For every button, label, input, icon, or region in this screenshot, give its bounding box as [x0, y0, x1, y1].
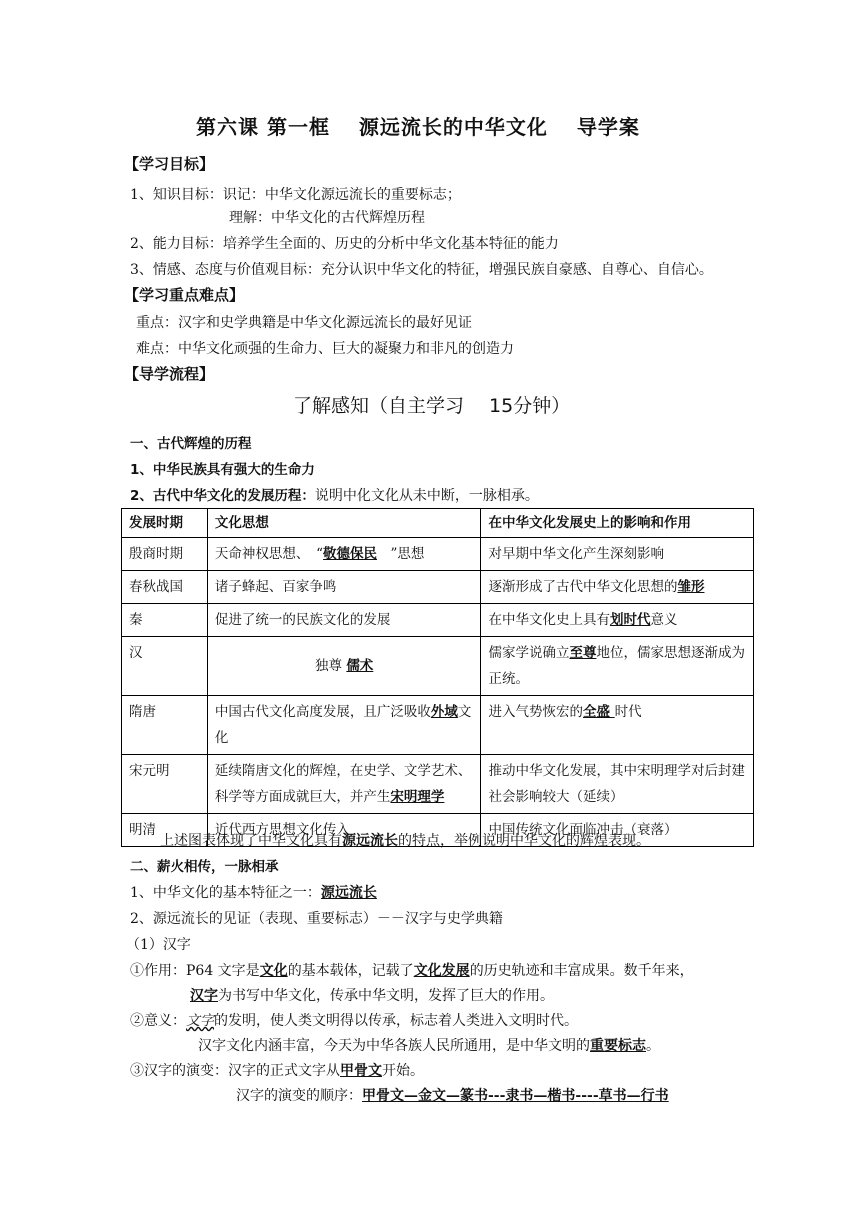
- table-row: [122, 755, 754, 814]
- part2-heading: 二、薪火相传，一脉相承: [130, 859, 279, 875]
- cell-thought: 近代西方思想文化传入: [207, 814, 481, 847]
- hanzi-meaning-cont: 汉字文化内涵丰富，今天为中华各族人民所通用，是中华文明的重要标志。: [198, 1038, 660, 1054]
- self-study-title: 了解感知（自主学习 15分钟）: [293, 395, 571, 417]
- cell-impact: 中国传统文化面临冲击（衰落）: [481, 814, 754, 847]
- goal-emotion: 3、情感、态度与价值观目标：充分认识中华文化的特征，增强民族自豪感、自尊心、自信心。: [130, 262, 713, 278]
- table-header-row: [122, 509, 754, 538]
- part2-sub1: （1）汉字: [126, 937, 191, 953]
- cell-period: 春秋战国: [122, 571, 208, 604]
- cell-impact: 对早期中华文化产生深刻影响: [481, 538, 754, 571]
- hanzi-role: ①作用：P64 文字是文化的基本载体，记载了文化发展的历史轨迹和丰富成果。数千年来，: [130, 963, 694, 979]
- goal-ability: 2、能力目标：培养学生全面的、历史的分析中华文化基本特征的能力: [130, 236, 559, 252]
- cell-thought: 促进了统一的民族文化的发展: [207, 604, 481, 637]
- cell-thought: 天命神权思想、 “敬德保民 ”思想: [207, 538, 481, 571]
- part2-line1: 1、中华文化的基本特征之一：源远流长: [130, 885, 377, 901]
- cell-impact: 进入气势恢宏的全盛 时代: [481, 696, 754, 755]
- hanzi-evolution-order: 汉字的演变的顺序：甲骨文—金文—篆书---隶书—楷书----草书—行书: [236, 1088, 669, 1104]
- table-row: [122, 538, 754, 571]
- part2-line2: 2、源远流长的见证（表现、重要标志）－－汉字与史学典籍: [130, 911, 503, 927]
- cell-thought: 诸子蜂起、百家争鸣: [207, 571, 481, 604]
- cell-thought: 独尊 儒术: [207, 637, 481, 696]
- table-row: [122, 637, 754, 696]
- part1-point1: 1、中华民族具有强大的生命力: [130, 462, 315, 478]
- point2-text: 说明中化文化从未中断，一脉相承。: [314, 488, 539, 504]
- hanzi-meaning: ②意义：文字的发明，使人类文明得以传承，标志着人类进入文明时代。: [130, 1013, 578, 1029]
- header-thought: 文化思想: [207, 509, 481, 538]
- cell-period: 殷商时期: [122, 538, 208, 571]
- summary-line: 上述图表体现了中华文化具有源远流长的特点，举例说明中华文化的辉煌表现。: [160, 833, 650, 849]
- table-row: [122, 571, 754, 604]
- cell-period: 隋唐: [122, 696, 208, 755]
- cell-impact: 逐渐形成了古代中华文化思想的雏形: [481, 571, 754, 604]
- cell-period: 汉: [122, 637, 208, 696]
- cell-thought: 延续隋唐文化的辉煌，在史学、文学艺术、科学等方面成就巨大，并产生宋明理学: [207, 755, 481, 814]
- cell-thought: 中国古代文化高度发展，且广泛吸收外域文化: [207, 696, 481, 755]
- difficulty-text: 难点：中华文化顽强的生命力、巨大的凝聚力和非凡的创造力: [136, 341, 514, 357]
- part1-heading: 一、古代辉煌的历程: [130, 436, 252, 452]
- keypoints-heading: 【学习重点难点】: [124, 286, 245, 304]
- table-row: [122, 696, 754, 755]
- part1-point2: [130, 486, 539, 506]
- flow-heading: 【导学流程】: [124, 365, 215, 383]
- goals-heading: 【学习目标】: [124, 155, 215, 173]
- cell-impact: 在中华文化史上具有划时代意义: [481, 604, 754, 637]
- goal-knowledge: 1、知识目标：识记：中华文化源远流长的重要标志；: [130, 187, 461, 203]
- point2-label: 2、古代中华文化的发展历程：: [130, 488, 315, 504]
- cell-period: 秦: [122, 604, 208, 637]
- hanzi-role-cont: 汉字为书写中华文化，传承中华文明，发挥了巨大的作用。: [190, 988, 554, 1004]
- cell-period: 明清: [122, 814, 208, 847]
- hanzi-evolution: ③汉字的演变：汉字的正式文字从甲骨文开始。: [130, 1063, 424, 1079]
- focus-text: 重点：汉字和史学典籍是中华文化源远流长的最好见证: [136, 315, 472, 331]
- cell-period: 宋元明: [122, 755, 208, 814]
- development-table: [121, 508, 754, 847]
- cell-impact: 儒家学说确立至尊地位，儒家思想逐渐成为正统。: [481, 637, 754, 696]
- header-impact: 在中华文化发展史上的影响和作用: [481, 509, 754, 538]
- table-row: [122, 604, 754, 637]
- goal-understand: 理解：中华文化的古代辉煌历程: [229, 210, 425, 226]
- cell-impact: 推动中华文化发展，其中宋明理学对后封建社会影响较大（延续）: [481, 755, 754, 814]
- page-title: 第六课 第一框 源远流长的中华文化 导学案: [196, 115, 640, 139]
- header-period: 发展时期: [122, 509, 208, 538]
